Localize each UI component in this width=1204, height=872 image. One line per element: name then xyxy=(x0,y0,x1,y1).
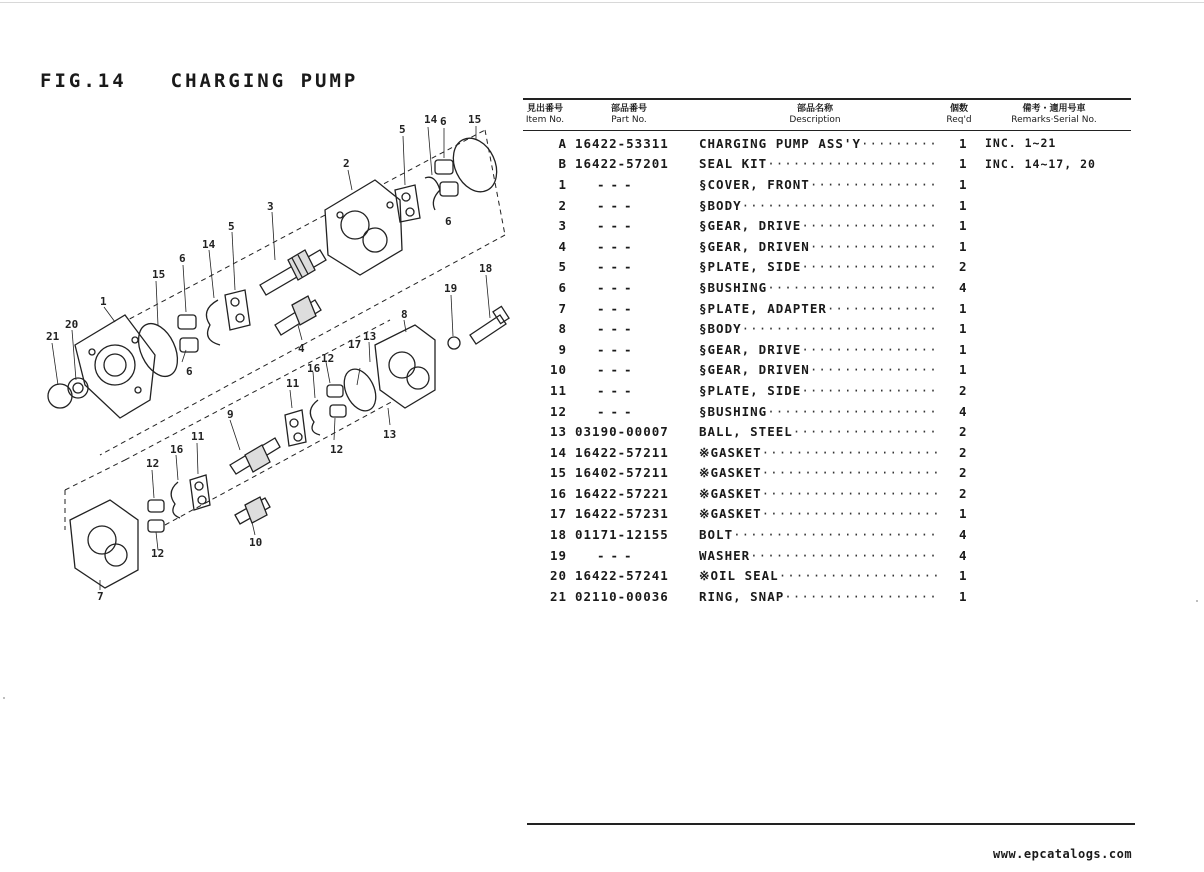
description-text: ※GASKET xyxy=(699,485,762,501)
description-text: §COVER, FRONT xyxy=(699,176,810,192)
callout-18: 18 xyxy=(479,262,493,275)
description-cell xyxy=(699,568,959,583)
callout-6d: 6 xyxy=(186,365,193,378)
callout-7: 7 xyxy=(97,590,104,603)
driven-gear-part xyxy=(275,296,321,335)
leader-dots: ················· xyxy=(792,424,938,440)
description-text: ※GASKET xyxy=(699,506,762,522)
description-cell xyxy=(699,383,959,398)
table-body xyxy=(523,133,1131,607)
description-cell xyxy=(699,424,959,439)
washer-part xyxy=(448,337,460,349)
table-row xyxy=(523,339,1131,360)
table-header xyxy=(523,100,1131,130)
callout-16a: 16 xyxy=(307,362,321,375)
description-text: §BUSHING xyxy=(699,403,768,419)
figure-number: FIG.14 xyxy=(40,70,127,92)
item-number: 5 xyxy=(558,259,567,275)
table-row xyxy=(523,154,1131,175)
description-text: §GEAR, DRIVE xyxy=(699,218,802,234)
description-cell xyxy=(699,136,959,151)
figure-name: CHARGING PUMP xyxy=(170,70,359,92)
leader-dots: ············· xyxy=(826,300,938,316)
part-number: 01171-12155 xyxy=(575,527,669,543)
description-text: §BODY xyxy=(699,197,742,213)
table-row xyxy=(523,318,1131,339)
leader-dots: ··············· xyxy=(809,176,938,192)
description-text: §BODY xyxy=(699,321,742,337)
part-number: --- xyxy=(597,176,638,192)
table-row xyxy=(523,195,1131,216)
quantity: 2 xyxy=(959,259,968,275)
quantity: 1 xyxy=(959,362,968,378)
remarks: INC. 1~21 xyxy=(985,136,1057,151)
quantity: 1 xyxy=(959,321,968,337)
quantity: 1 xyxy=(959,300,968,316)
parts-list-table xyxy=(523,98,1131,607)
description-cell xyxy=(699,342,959,357)
table-row xyxy=(523,504,1131,525)
callout-6b: 6 xyxy=(445,215,452,228)
quantity: 1 xyxy=(959,197,968,213)
description-cell xyxy=(699,198,959,213)
callout-8: 8 xyxy=(401,308,408,321)
table-row xyxy=(523,524,1131,545)
top-border-line xyxy=(0,2,1204,3)
item-number: 21 xyxy=(549,588,567,604)
bottom-rule xyxy=(527,823,1135,825)
callout-11b: 11 xyxy=(191,430,205,443)
item-number: 10 xyxy=(549,362,567,378)
table-row xyxy=(523,215,1131,236)
item-number: 14 xyxy=(549,444,567,460)
remarks: INC. 14~17, 20 xyxy=(985,156,1096,171)
callout-15a: 15 xyxy=(468,113,482,126)
item-number: 19 xyxy=(549,547,567,563)
callout-20: 20 xyxy=(65,318,79,331)
part-number: --- xyxy=(597,197,638,213)
leader-dots: ··············· xyxy=(809,362,938,378)
quantity: 4 xyxy=(959,279,968,295)
quantity: 1 xyxy=(959,341,968,357)
leader-dots: ···················· xyxy=(767,279,938,295)
callout-12b: 12 xyxy=(330,443,344,456)
quantity: 1 xyxy=(959,588,968,604)
item-number: 16 xyxy=(549,485,567,501)
part-number: 16402-57211 xyxy=(575,465,669,481)
snap-ring-part xyxy=(48,384,72,408)
callout-15b: 15 xyxy=(152,268,166,281)
part-number: 16422-57211 xyxy=(575,444,669,460)
header-description: 部品名称 Description xyxy=(789,104,841,125)
callout-13b: 13 xyxy=(383,428,397,441)
quantity: 2 xyxy=(959,465,968,481)
item-number: 3 xyxy=(558,218,567,234)
item-number: 6 xyxy=(558,279,567,295)
table-row xyxy=(523,463,1131,484)
description-cell xyxy=(699,177,959,192)
quantity: 2 xyxy=(959,444,968,460)
part-number: --- xyxy=(597,238,638,254)
quantity: 4 xyxy=(959,547,968,563)
leader-dots: ······················· xyxy=(741,321,938,337)
description-cell xyxy=(699,218,959,233)
scan-speck xyxy=(3,697,5,699)
item-number: 13 xyxy=(549,424,567,440)
leader-dots: ·················· xyxy=(784,588,938,604)
quantity: 1 xyxy=(959,506,968,522)
header-part: 部品番号 Part No. xyxy=(610,104,647,125)
callout-14b: 14 xyxy=(202,238,216,251)
quantity: 1 xyxy=(959,238,968,254)
quantity: 2 xyxy=(959,424,968,440)
bushing-part xyxy=(178,315,196,329)
callout-16b: 16 xyxy=(170,443,184,456)
part-number: --- xyxy=(597,362,638,378)
leader-dots: ················ xyxy=(801,259,938,275)
oil-seal-part xyxy=(68,378,88,398)
item-number: 1 xyxy=(558,176,567,192)
figure-title xyxy=(40,70,358,92)
table-row xyxy=(523,442,1131,463)
callout-4: 4 xyxy=(298,342,305,355)
part-number: --- xyxy=(597,279,638,295)
item-number: 15 xyxy=(549,465,567,481)
description-text: CHARGING PUMP ASS'Y xyxy=(699,135,861,151)
description-cell xyxy=(699,486,959,501)
scan-speck xyxy=(1196,600,1198,602)
quantity: 2 xyxy=(959,382,968,398)
leader-dots: ···················· xyxy=(767,403,938,419)
callout-12a: 12 xyxy=(321,352,335,365)
leader-dots: ······················ xyxy=(750,547,938,563)
callout-10: 10 xyxy=(249,536,263,549)
description-text: §GEAR, DRIVEN xyxy=(699,362,810,378)
description-text: §PLATE, ADAPTER xyxy=(699,300,827,316)
description-cell xyxy=(699,301,959,316)
leader-dots: ··················· xyxy=(778,568,941,584)
part-number: 16422-57241 xyxy=(575,568,669,584)
table-header-rule xyxy=(523,130,1131,131)
adapter-plate-part xyxy=(70,500,138,588)
description-cell xyxy=(699,527,959,542)
item-number: 17 xyxy=(549,506,567,522)
item-number: 7 xyxy=(558,300,567,316)
description-text: BOLT xyxy=(699,527,734,543)
watermark-text: www.epcatalogs.com xyxy=(993,847,1133,861)
table-row xyxy=(523,174,1131,195)
description-cell xyxy=(699,259,959,274)
description-text: WASHER xyxy=(699,547,751,563)
part-number: 03190-00007 xyxy=(575,424,669,440)
part-number: 16422-57221 xyxy=(575,485,669,501)
description-cell xyxy=(699,321,959,336)
table-row xyxy=(523,236,1131,257)
description-cell xyxy=(699,589,959,604)
description-cell xyxy=(699,445,959,460)
part-number: 16422-53311 xyxy=(575,135,669,151)
table-row xyxy=(523,257,1131,278)
description-text: §GEAR, DRIVEN xyxy=(699,238,810,254)
quantity: 1 xyxy=(959,156,968,172)
description-cell xyxy=(699,362,959,377)
leader-dots: ····················· xyxy=(761,444,941,460)
table-row xyxy=(523,360,1131,381)
quantity: 1 xyxy=(959,218,968,234)
leader-dots: ········· xyxy=(861,135,938,151)
table-row xyxy=(523,133,1131,154)
quantity: 4 xyxy=(959,403,968,419)
table-row xyxy=(523,565,1131,586)
item-number: A xyxy=(558,135,567,151)
quantity: 1 xyxy=(959,176,968,192)
description-text: ※GASKET xyxy=(699,444,762,460)
header-qty: 個数 Req'd xyxy=(946,104,972,125)
callout-1: 1 xyxy=(100,295,107,308)
part-number: 02110-00036 xyxy=(575,588,669,604)
header-remarks: 備考・適用号車 Remarks·Serial No. xyxy=(1011,104,1097,125)
part-number: --- xyxy=(597,300,638,316)
callout-17: 17 xyxy=(348,338,362,351)
item-number: 8 xyxy=(558,321,567,337)
description-cell xyxy=(699,506,959,521)
description-text: SEAL KIT xyxy=(699,156,768,172)
table-row xyxy=(523,380,1131,401)
description-cell xyxy=(699,280,959,295)
item-number: 11 xyxy=(549,382,567,398)
leader-dots: ··············· xyxy=(809,238,938,254)
part-number: --- xyxy=(597,403,638,419)
table-row xyxy=(523,545,1131,566)
table-row xyxy=(523,586,1131,607)
item-number: 9 xyxy=(558,341,567,357)
item-number: 18 xyxy=(549,527,567,543)
leader-dots: ························ xyxy=(733,527,938,543)
part-number: --- xyxy=(597,382,638,398)
description-text: §GEAR, DRIVE xyxy=(699,341,802,357)
leader-dots: ················ xyxy=(801,341,938,357)
part-number: --- xyxy=(597,547,638,563)
front-cover-part xyxy=(75,315,155,418)
part-number: --- xyxy=(597,341,638,357)
item-number: 2 xyxy=(558,197,567,213)
leader-dots: ···················· xyxy=(767,156,938,172)
description-cell xyxy=(699,156,959,171)
quantity: 2 xyxy=(959,485,968,501)
leader-dots: ····················· xyxy=(761,485,941,501)
item-number: B xyxy=(558,156,567,172)
leader-dots: ················ xyxy=(801,382,938,398)
description-text: §PLATE, SIDE xyxy=(699,259,802,275)
exploded-view-diagram xyxy=(30,100,520,620)
item-number: 4 xyxy=(558,238,567,254)
callout-14a: 14 xyxy=(424,113,438,126)
item-number: 20 xyxy=(549,568,567,584)
table-row xyxy=(523,421,1131,442)
callout-12d: 12 xyxy=(151,547,165,560)
description-cell xyxy=(699,404,959,419)
quantity: 4 xyxy=(959,527,968,543)
description-cell xyxy=(699,239,959,254)
callout-5b: 5 xyxy=(399,123,406,136)
description-text: RING, SNAP xyxy=(699,588,785,604)
description-text: §PLATE, SIDE xyxy=(699,382,802,398)
part-number: --- xyxy=(597,259,638,275)
callout-12c: 12 xyxy=(146,457,160,470)
part-number: --- xyxy=(597,321,638,337)
leader-dots: ················ xyxy=(801,218,938,234)
description-text: BALL, STEEL xyxy=(699,424,793,440)
part-number: 16422-57231 xyxy=(575,506,669,522)
description-cell xyxy=(699,465,959,480)
header-item: 見出番号 Item No. xyxy=(525,104,565,125)
leader-dots: ····················· xyxy=(761,465,941,481)
description-text: §BUSHING xyxy=(699,279,768,295)
quantity: 1 xyxy=(959,568,968,584)
table-row xyxy=(523,298,1131,319)
description-text: ※GASKET xyxy=(699,465,762,481)
table-row xyxy=(523,483,1131,504)
description-cell xyxy=(699,548,959,563)
callout-11a: 11 xyxy=(286,377,300,390)
callout-21: 21 xyxy=(46,330,60,343)
callout-19: 19 xyxy=(444,282,458,295)
callout-6a: 6 xyxy=(440,115,447,128)
callout-3: 3 xyxy=(267,200,274,213)
callout-13a: 13 xyxy=(363,330,377,343)
drive-gear-part xyxy=(260,250,326,295)
body-part xyxy=(325,180,402,275)
description-text: ※OIL SEAL xyxy=(699,568,779,584)
quantity: 1 xyxy=(959,135,968,151)
part-number: --- xyxy=(597,218,638,234)
table-row xyxy=(523,401,1131,422)
part-number: 16422-57201 xyxy=(575,156,669,172)
rear-body-part xyxy=(375,325,435,408)
callout-6c: 6 xyxy=(179,252,186,265)
callout-5a: 5 xyxy=(228,220,235,233)
table-row xyxy=(523,277,1131,298)
callout-9: 9 xyxy=(227,408,234,421)
leader-dots: ······················· xyxy=(741,197,938,213)
leader-dots: ····················· xyxy=(761,506,941,522)
callout-2: 2 xyxy=(343,157,350,170)
item-number: 12 xyxy=(549,403,567,419)
